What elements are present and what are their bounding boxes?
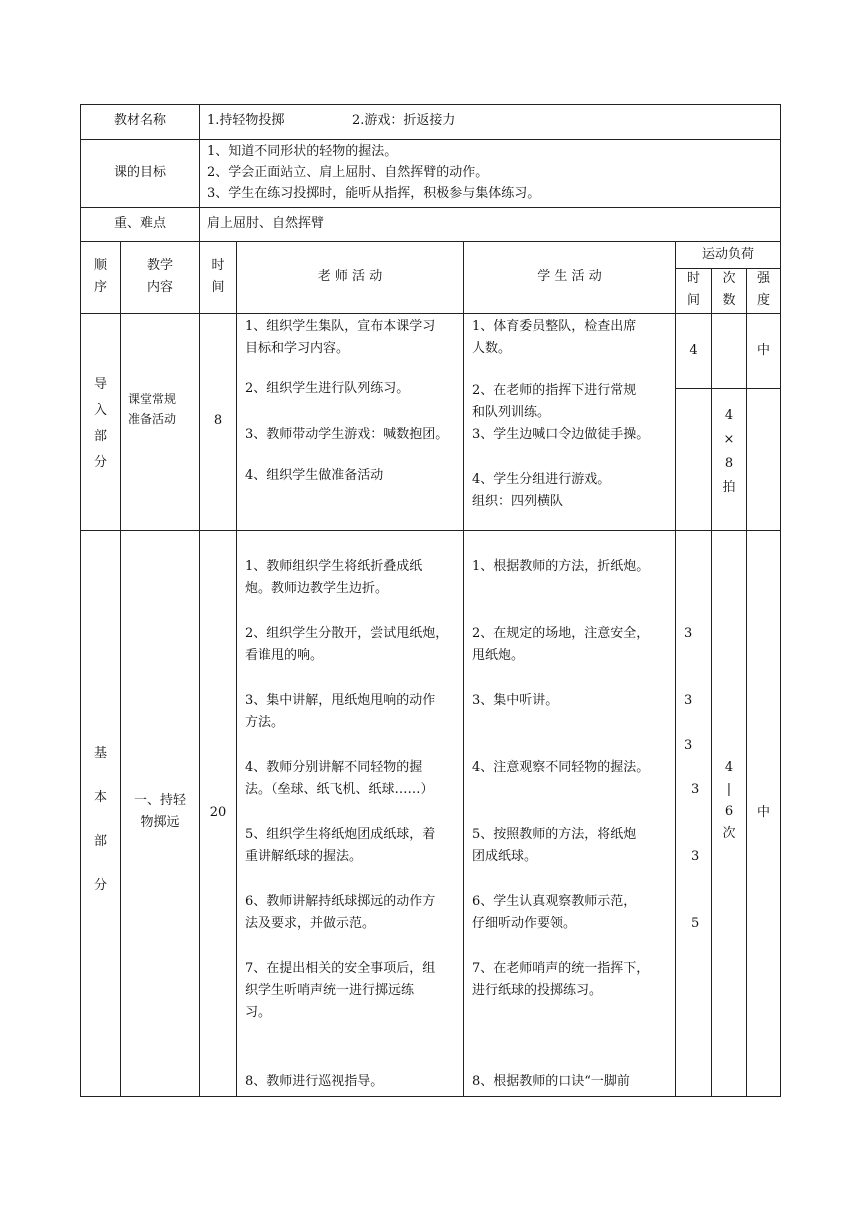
main-teacher-7c: 习。 xyxy=(245,1005,272,1020)
table-line xyxy=(675,388,781,389)
main-student-7b: 进行纸球的投掷练习。 xyxy=(472,983,603,998)
intro-student-3: 3、学生边喊口令边做徒手操。 xyxy=(472,427,650,442)
main-student-3: 3、集中听讲。 xyxy=(472,693,559,708)
header-load-count: 次 数 xyxy=(722,271,736,308)
table-line xyxy=(80,139,781,140)
main-teacher-2a: 2、组织学生分散开，尝试甩纸炮， xyxy=(245,626,449,641)
main-teacher-7a: 7、在提出相关的安全事项后，组 xyxy=(245,961,436,976)
main-student-5a: 5、按照教师的方法，将纸炮 xyxy=(472,827,637,842)
intro-load-intensity: 中 xyxy=(756,343,770,358)
key-point-label: 重、难点 xyxy=(113,216,166,231)
main-teacher-2b: 看谁甩的响。 xyxy=(245,648,324,663)
intro-teacher-1a: 1、组织学生集队，宣布本课学习 xyxy=(245,319,436,334)
intro-student-2a: 2、在老师的指挥下进行常规 xyxy=(472,383,637,398)
header-load-intensity: 强 度 xyxy=(756,271,770,308)
main-student-2b: 甩纸炮。 xyxy=(472,648,525,663)
lesson-goal-2: 2、学会正面站立、肩上屈肘、自然挥臂的动作。 xyxy=(207,165,489,180)
header-order: 顺 序 xyxy=(93,258,107,295)
table-line xyxy=(463,241,464,1097)
main-teacher-4b: 法。（垒球、纸飞机、纸球……） xyxy=(245,782,434,797)
table-line xyxy=(675,241,676,1097)
main-teacher-5b: 重讲解纸球的握法。 xyxy=(245,849,363,864)
main-teacher-8: 8、教师进行巡视指导。 xyxy=(245,1074,384,1089)
main-load-time-1: 3 xyxy=(684,626,693,641)
main-teacher-6a: 6、教师讲解持纸球掷远的动作方 xyxy=(245,894,436,909)
main-student-6b: 仔细听动作要领。 xyxy=(472,916,577,931)
intro-load-time: 4 xyxy=(689,343,698,358)
main-student-8: 8、根据教师的口诀“一脚前 xyxy=(472,1074,630,1089)
main-student-1: 1、根据教师的方法，折纸炮。 xyxy=(472,559,650,574)
intro-section-label: 导 入 部 分 xyxy=(93,377,107,470)
main-teacher-1b: 炮。教师边教学生边折。 xyxy=(245,581,389,596)
intro-student-4: 4、学生分组进行游戏。 xyxy=(472,472,611,487)
intro-teacher-2: 2、组织学生进行队列练习。 xyxy=(245,381,410,396)
table-line xyxy=(711,268,712,1097)
material-name-value-1: 1.持轻物投掷 xyxy=(207,113,285,128)
main-content: 一、持轻 物掷远 xyxy=(133,793,186,830)
main-student-4: 4、注意观察不同轻物的握法。 xyxy=(472,760,650,775)
main-teacher-6b: 法及要求，并做示范。 xyxy=(245,916,376,931)
lesson-goal-1: 1、知道不同形状的轻物的握法。 xyxy=(207,144,398,159)
main-teacher-3b: 方法。 xyxy=(245,715,285,730)
intro-teacher-1b: 目标和学习内容。 xyxy=(245,341,350,356)
table-line xyxy=(120,241,121,1097)
intro-teacher-3: 3、教师带动学生游戏：喊数抱团。 xyxy=(245,427,449,442)
header-student-activity: 学 生 活 动 xyxy=(537,269,602,284)
header-time: 时 间 xyxy=(211,258,225,295)
main-section-label: 基 本 部 分 xyxy=(93,746,107,893)
lesson-goal-label: 课的目标 xyxy=(113,165,166,180)
table-line xyxy=(199,104,200,241)
material-name-value-2: 2.游戏：折返接力 xyxy=(352,113,456,128)
header-teacher-activity: 老 师 活 动 xyxy=(317,269,383,284)
main-time: 20 xyxy=(209,805,227,820)
main-teacher-1a: 1、教师组织学生将纸折叠成纸 xyxy=(245,559,423,574)
material-name-label: 教材名称 xyxy=(113,113,166,128)
intro-load-count: 4 × 8 拍 xyxy=(722,408,736,495)
intro-student-organization: 组织：四列横队 xyxy=(472,494,564,509)
main-load-time-2: 3 xyxy=(684,693,693,708)
main-student-2a: 2、在规定的场地，注意安全， xyxy=(472,626,650,641)
table-line xyxy=(199,241,200,1097)
table-border-top xyxy=(80,104,781,105)
main-student-7a: 7、在老师哨声的统一指挥下， xyxy=(472,961,650,976)
table-line xyxy=(80,207,781,208)
intro-student-1b: 人数。 xyxy=(472,341,512,356)
lesson-goal-3: 3、学生在练习投掷时，能听从指挥，积极参与集体练习。 xyxy=(207,186,541,201)
key-point-value: 肩上屈肘、自然挥臂 xyxy=(207,216,325,231)
main-load-time-6: 5 xyxy=(691,916,700,931)
intro-time: 8 xyxy=(213,413,223,428)
main-teacher-7b: 织学生听哨声统一进行掷远练 xyxy=(245,983,415,998)
main-load-intensity: 中 xyxy=(756,805,770,820)
intro-student-2b: 和队列训练。 xyxy=(472,405,551,420)
main-student-5b: 团成纸球。 xyxy=(472,849,538,864)
header-exercise-load: 运动负荷 xyxy=(701,247,754,262)
main-student-6a: 6、学生认真观察教师示范， xyxy=(472,894,637,909)
header-content: 教学 内容 xyxy=(146,258,173,295)
intro-student-1a: 1、体育委员整队，检查出席 xyxy=(472,319,637,334)
main-teacher-4a: 4、教师分别讲解不同轻物的握 xyxy=(245,760,423,775)
table-line xyxy=(746,268,747,1097)
header-load-time: 时 间 xyxy=(686,271,700,308)
main-teacher-3a: 3、集中讲解，甩纸炮甩响的动作 xyxy=(245,693,436,708)
main-load-count: 4 | 6 次 xyxy=(722,760,736,841)
table-line xyxy=(236,241,237,1097)
intro-teacher-4: 4、组织学生做准备活动 xyxy=(245,468,384,483)
main-teacher-5a: 5、组织学生将纸炮团成纸球，着 xyxy=(245,827,436,842)
main-load-time-4: 3 xyxy=(691,782,700,797)
main-load-time-5: 3 xyxy=(691,849,700,864)
table-border-left xyxy=(80,104,81,1097)
main-load-time-3: 3 xyxy=(684,738,693,753)
table-border-right xyxy=(780,104,781,1097)
intro-content: 课堂常规 准备活动 xyxy=(128,392,177,426)
